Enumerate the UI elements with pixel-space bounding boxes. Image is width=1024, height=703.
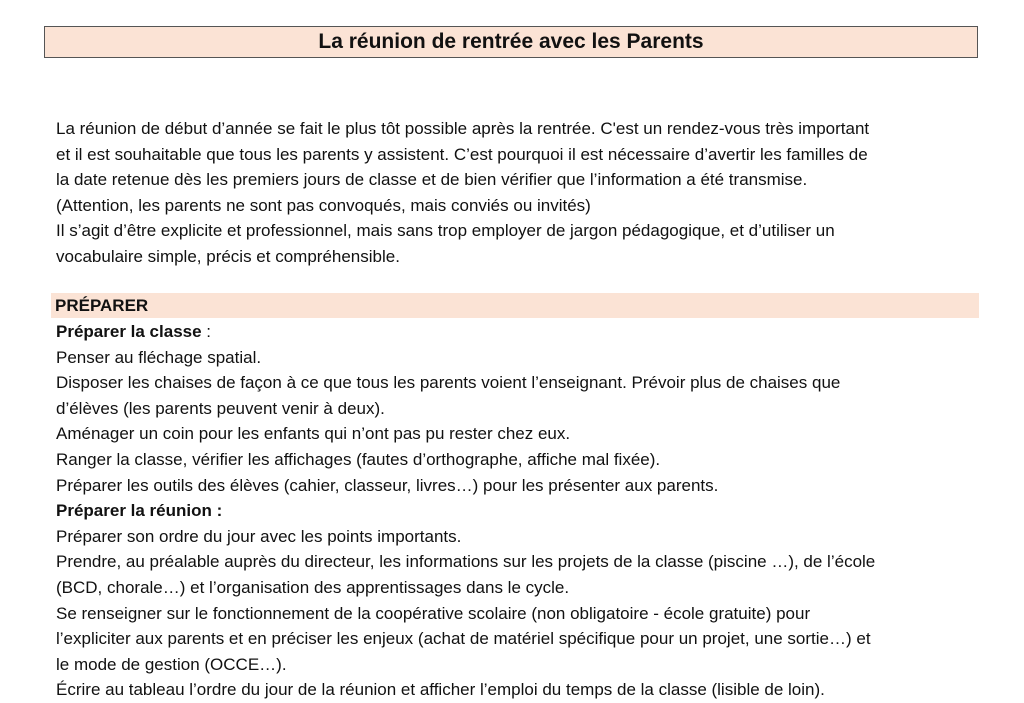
classe-line: Disposer les chaises de façon à ce que tous les parents voient l’enseignant. Prévoir plus de chaises que [56, 373, 841, 393]
section-body-preparer [56, 319, 986, 703]
subheading-preparer-classe [56, 319, 986, 345]
classe-line: Aménager un coin pour les enfants qui n’ont pas pu rester chez eux. [56, 424, 571, 444]
classe-line: d’élèves (les parents peuvent venir à deux). [56, 398, 385, 418]
section-header-preparer [51, 293, 979, 318]
section-header-label: PRÉPARER [55, 295, 149, 315]
reunion-line: l’expliciter aux parents et en préciser les enjeux (achat de matériel spécifique pour un projet, une sortie…) et [56, 629, 871, 649]
intro-line: et il est souhaitable que tous les parents y assistent. C’est pourquoi il est nécessaire d’avertir les familles de [56, 144, 868, 164]
reunion-line: (BCD, chorale…) et l’organisation des apprentissages dans le cycle. [56, 577, 570, 597]
intro-line: la date retenue dès les premiers jours de classe et de bien vérifier que l’information a été transmise. [56, 170, 808, 190]
subheading-suffix: : [201, 322, 212, 341]
reunion-line: Se renseigner sur le fonctionnement de la coopérative scolaire (non obligatoire - école gratuite) pour [56, 603, 811, 623]
classe-line: Préparer les outils des élèves (cahier, classeur, livres…) pour les présenter aux parents. [56, 475, 719, 495]
reunion-line: Préparer son ordre du jour avec les points importants. [56, 526, 462, 546]
intro-line: (Attention, les parents ne sont pas convoqués, mais conviés ou invités) [56, 195, 591, 215]
reunion-line: le mode de gestion (OCCE…). [56, 654, 287, 674]
intro-paragraph [56, 116, 986, 270]
reunion-line: Prendre, au préalable auprès du directeur, les informations sur les projets de la classe (piscine …), de l’école [56, 552, 876, 572]
reunion-line: Écrire au tableau l’ordre du jour de la réunion et afficher l’emploi du temps de la classe (lisible de loin). [56, 680, 825, 700]
classe-line: Ranger la classe, vérifier les affichages (fautes d’orthographe, affiche mal fixée). [56, 449, 661, 469]
intro-line: Il s’agit d’être explicite et professionnel, mais sans trop employer de jargon pédagogique, et d’utiliser un [56, 221, 835, 241]
classe-line: Penser au fléchage spatial. [56, 347, 262, 367]
subheading-label: Préparer la classe [56, 322, 202, 341]
title-box [44, 26, 978, 58]
intro-line: La réunion de début d’année se fait le plus tôt possible après la rentrée. C'est un rendez-vous très important [56, 119, 870, 138]
subheading-preparer-reunion: Préparer la réunion : [56, 501, 223, 521]
document-title: La réunion de rentrée avec les Parents [318, 30, 704, 53]
intro-line: vocabulaire simple, précis et compréhensible. [56, 246, 400, 266]
